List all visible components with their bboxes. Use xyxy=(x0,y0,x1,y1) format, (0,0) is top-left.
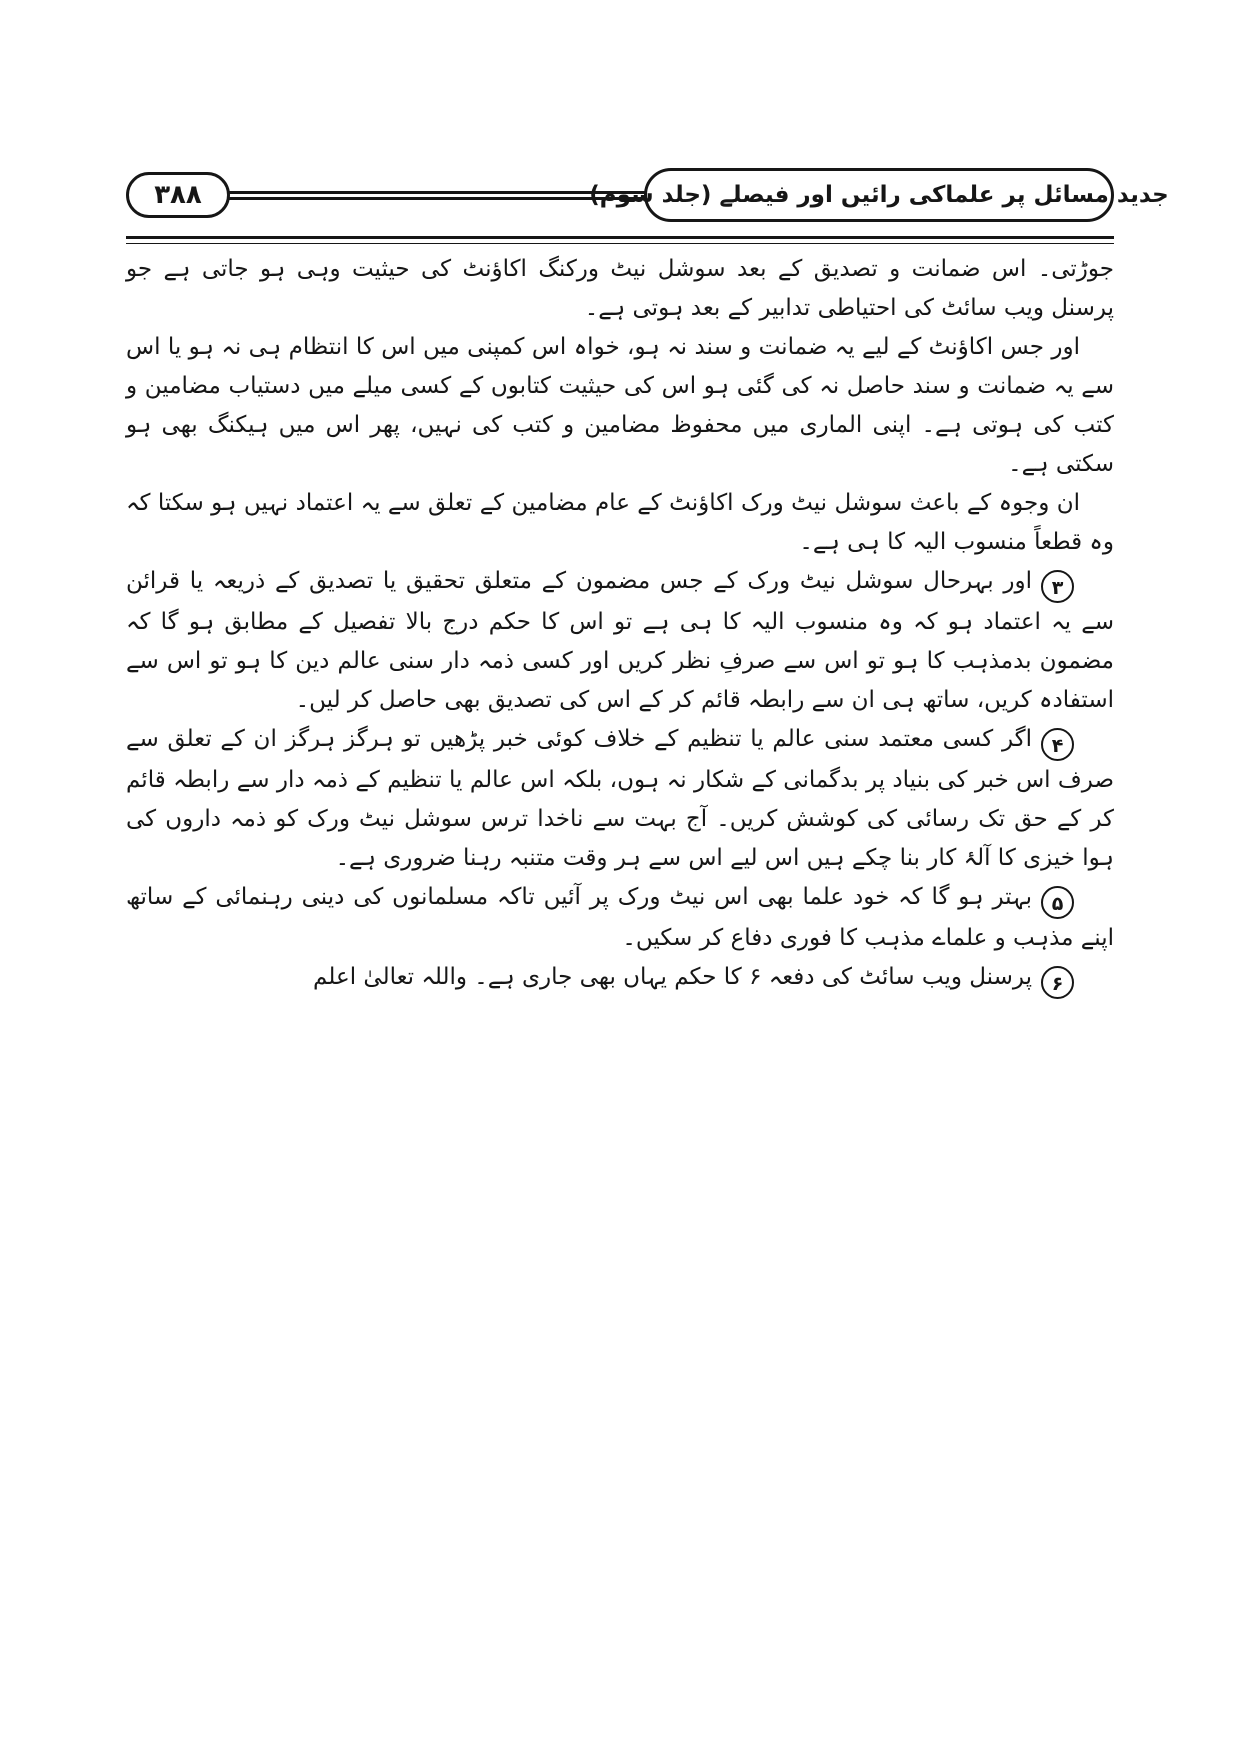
paragraph-text: بہتر ہو گا کہ خود علما بھی اس نیٹ ورک پر آئیں تاکہ مسلمانوں کی دینی رہنمائی کے ساتھ اپنے مذہب و علماے مذہب کا فوری دفاع کر سکیں۔ xyxy=(126,884,1114,951)
item-number-badge: ۴ xyxy=(1041,728,1074,761)
numbered-paragraph xyxy=(126,720,1114,878)
item-number-badge: ۶ xyxy=(1041,966,1074,999)
page-number-badge xyxy=(126,172,230,218)
header-rule xyxy=(228,191,646,200)
page-header xyxy=(126,168,1169,222)
book-title-pill xyxy=(589,168,1169,222)
header-divider xyxy=(126,236,1114,244)
numbered-paragraph xyxy=(126,878,1114,958)
item-number-badge: ۵ xyxy=(1041,886,1074,919)
book-title: جدید مسائل پر علماکی رائیں اور فیصلے (جلد سوم) xyxy=(589,182,1169,208)
paragraph: اور جس اکاؤنٹ کے لیے یہ ضمانت و سند نہ ہو، خواہ اس کمپنی میں اس کا انتظام ہی نہ ہو یا اس سے یہ ضمانت و سند حاصل نہ کی گئی ہو اس کی حیثیت کتابوں کے کسی میلے میں دستیاب مضامین و کتب کی ہوتی ہے۔ اپنی الماری میں محفوظ مضامین و کتب کی نہیں، پھر اس میں ہیکنگ بھی ہو سکتی ہے۔ xyxy=(126,334,1114,477)
numbered-paragraph xyxy=(126,562,1114,720)
paragraph-text: اور بہرحال سوشل نیٹ ورک کے جس مضمون کے متعلق تحقیق یا تصدیق کے ذریعہ یا قرائن سے یہ اعتماد ہو کہ وہ منسوب الیہ کا ہی ہے تو اس کا حکم درج بالا تفصیل کے مطابق ہو گا کہ مضمون بدمذہب کا ہو تو اس سے صرفِ نظر کریں اور کسی ذمہ دار سنی عالم دین کا ہو تو اس سے استفادہ کریں، ساتھ ہی ان سے رابطہ قائم کر کے اس کی تصدیق بھی حاصل کر لیں۔ xyxy=(126,568,1114,713)
item-number-badge: ۳ xyxy=(1041,570,1074,603)
page-body xyxy=(126,250,1114,999)
page-number: ۳۸۸ xyxy=(154,180,202,210)
paragraph: ان وجوہ کے باعث سوشل نیٹ ورک اکاؤنٹ کے عام مضامین کے تعلق سے یہ اعتماد نہیں ہو سکتا کہ وہ قطعاً منسوب الیہ کا ہی ہے۔ xyxy=(126,490,1114,555)
paragraph: جوڑتی۔ اس ضمانت و تصدیق کے بعد سوشل نیٹ ورکنگ اکاؤنٹ کی حیثیت وہی ہو جاتی ہے جو پرسنل ویب سائٹ کی احتیاطی تدابیر کے بعد ہوتی ہے۔ xyxy=(126,256,1114,321)
paragraph-text: پرسنل ویب سائٹ کی دفعہ ۶ کا حکم یہاں بھی جاری ہے۔ واللہ تعالیٰ اعلم xyxy=(313,964,1032,990)
numbered-paragraph xyxy=(126,958,1114,999)
paragraph-text: اگر کسی معتمد سنی عالم یا تنظیم کے خلاف کوئی خبر پڑھیں تو ہرگز ہرگز ان کے تعلق سے صرف اس خبر کی بنیاد پر بدگمانی کے شکار نہ ہوں، بلکہ اس عالم یا تنظیم کے ذمہ دار سے رابطہ قائم کر کے حق تک رسائی کی کوشش کریں۔ آج بہت سے ناخدا ترس سوشل نیٹ ورک کو ذمہ داروں کی ہوا خیزی کا آلۂ کار بنا چکے ہیں اس لیے اس سے ہر وقت متنبہ رہنا ضروری ہے۔ xyxy=(126,726,1114,871)
